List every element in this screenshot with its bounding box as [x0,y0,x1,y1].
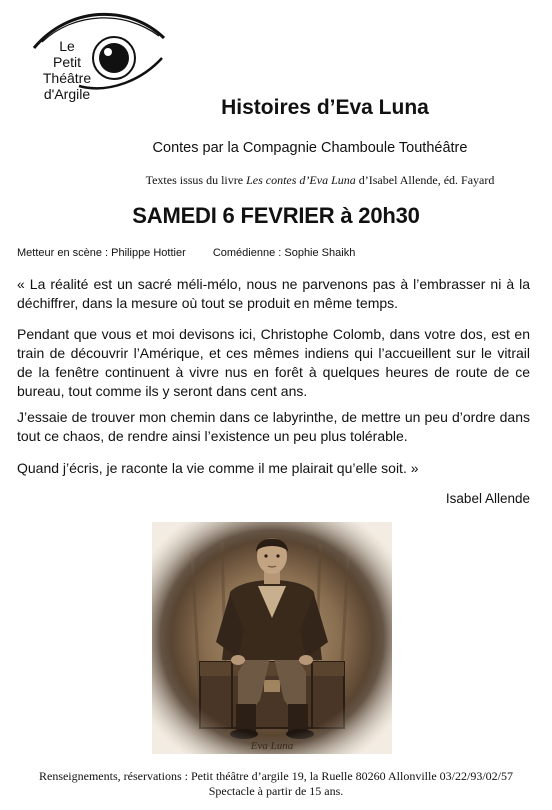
actress-credit: Comédienne : Sophie Shaikh [212,247,356,259]
source-suffix: d’Isabel Allende, éd. Fayard [355,173,495,187]
logo-text-line-4: d'Argile [43,86,91,102]
theatre-logo [24,8,172,108]
photo-caption: Eva Luna [250,740,294,752]
performer-photo [152,522,392,754]
logo-text-line-3: Théâtre [42,70,92,86]
logo-text-line-2: Petit [52,54,81,70]
footer-contact: Renseignements, réservations : Petit théâtre d’argile 19, la Ruelle 80260 Allonville 03/22/93/02/57 [38,769,514,783]
company-subtitle: Contes par la Compagnie Chamboule Touthéâtre [152,140,468,156]
quote-author: Isabel Allende [445,491,530,506]
credits-line [17,247,537,259]
source-prefix: Textes issus du livre [145,173,247,187]
book-title: Les contes d’Eva Luna [246,173,356,187]
page-title: Histoires d’Eva Luna [221,96,429,119]
logo-text-line-1: Le [59,38,75,54]
source-note [110,173,530,188]
quote-paragraph-4: Quand j’écris, je raconte la vie comme il me plairait qu’elle soit. » [17,460,419,476]
quote-paragraph-1: « La réalité est un sacré méli-mélo, nous ne parvenons pas à l’embrasser ni à la déchiffrer, dans la mesure où tout se produit en même temps. [17,276,530,311]
director-credit: Metteur en scène : Philippe Hottier [17,247,186,259]
event-date: SAMEDI 6 FEVRIER à 20h30 [132,203,420,228]
quote-paragraph-2: Pendant que vous et moi devisons ici, Christophe Colomb, dans votre dos, est en train de découvrir l’Amérique, et ces mêmes indiens qui l’accueillent sur le vitrail de la fenêtre continuent à vivre nus en forêt à quelques heures de route de ce bureau, tout comme ils y seront dans cent ans. [17,326,530,399]
performer-photo-illustration [152,522,392,754]
quote-paragraph-3: J’essaie de trouver mon chemin dans ce labyrinthe, de mettre un peu d’ordre dans tout ce chaos, de rendre ainsi l’existence un peu plus tolérable. [17,409,530,444]
footer-age-note: Spectacle à partir de 15 ans. [208,784,344,798]
